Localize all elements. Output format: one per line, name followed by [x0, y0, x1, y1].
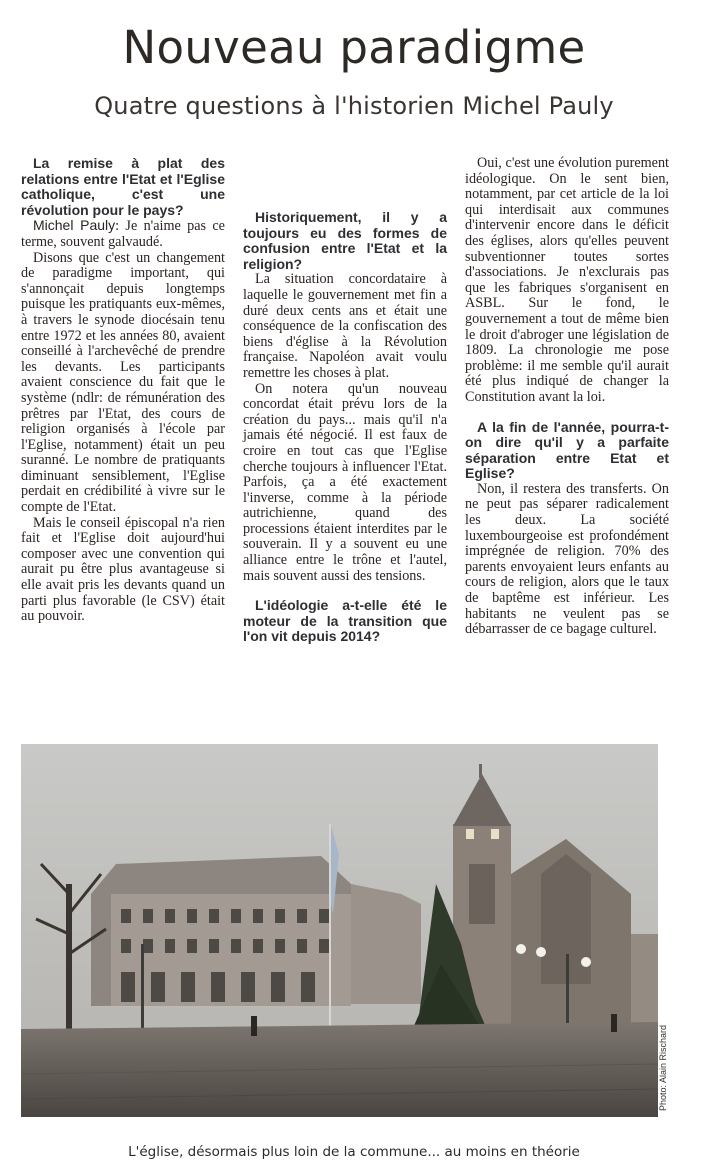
answer-1-paragraph-2: Disons que c'est un changement de paradigme important, qui s'annonçait depuis longtemps puisque les pratiquants eux-mêmes, à travers le synode diocésain tenu entre 1972 et les années 80, avaient conseillé à l'archevêché de prendre les devants. Les participants avaient conscience du fait que le système (ndlr: de rémunération des prêtres par l'Etat, des cours de religion organisés à l'école par l'Eglise, notamment) était un peu suranné. Le nombre de pratiquants diminuant sensiblement, l'Eglise perdait en crédibilité à vivre sur le compte de l'Etat.: [21, 249, 225, 516]
text-column-2: [243, 156, 447, 645]
church-photo: [21, 744, 658, 1117]
question-2: Historiquement, il y a toujours eu des formes de confusion entre l'Etat et la religion?: [243, 209, 447, 272]
question-3: L'idéologie a-t-elle été le moteur de la transition que l'on vit depuis 2014?: [243, 597, 447, 645]
answer-2-paragraph-1: La situation concordataire à laquelle le gouvernement met fin a duré deux cents ans et était une conséquence de la confiscation des biens d'église à la Révolution française. Napoléon avait voulu remettre les choses à plat.: [243, 271, 447, 381]
article-title: Nouveau paradigme: [122, 21, 586, 74]
answer-1-paragraph-3: Mais le conseil épiscopal n'a rien fait et l'Eglise doit aujourd'hui composer avec une convention qui aurait pu être plus avantageuse si elle avait pris les devants quand un parti plus favorable (le CSV) était au pouvoir.: [21, 514, 225, 625]
question-1: La remise à plat des relations entre l'Etat et l'Eglise catholique, c'est une révolution pour le pays?: [21, 155, 225, 218]
answer-speaker: Michel Pauly: [33, 217, 116, 234]
answer-1-paragraph-1: [21, 218, 225, 250]
text-column-3: [465, 156, 669, 638]
question-4: A la fin de l'année, pourra-t-on dire qu'il y a parfaite séparation entre Etat et Eglise?: [465, 418, 669, 482]
photo-caption: L'église, désormais plus loin de la commune... au moins en théorie: [128, 1144, 580, 1160]
answer-1-text: : Je n'aime pas ce terme, souvent galvaudé.: [21, 218, 225, 250]
answer-4-paragraph-1: Non, il restera des transferts. On ne peut pas séparer radicalement les deux. La société luxembourgeoise est profondément imprégnée de religion. 70% des parents envoyaient leurs enfants au cours de religion, alors que le taux de baptême est inférieur. Les habitants ne veulent pas se débarrasser de ce bagage culturel.: [465, 480, 669, 638]
article-subtitle: Quatre questions à l'historien Michel Pauly: [94, 92, 614, 120]
answer-2-paragraph-2: On notera qu'un nouveau concordat était prévu lors de la création du pays... mais qu'il n'a jamais été négocié. Il est faux de croire en tout cas que l'Eglise cherche toujours à influencer l'Etat. Parfois, ça a été exactement l'inverse, comme à la période autrichienne, quand des processions étaient interdites par le souverain. Il y a souvent eu une alliance entre le trône et l'autel, mais souvent aussi des tensions.: [243, 380, 447, 584]
text-column-1: [21, 156, 225, 625]
answer-3-paragraph-1: Oui, c'est une évolution purement idéologique. On le sent bien, notamment, par cet article de la loi qui interdisait aux communes d'intervenir encore dans le déficit des églises, alors qu'elles peuvent subventionner toutes sortes d'associations. Je n'exclurais pas que les fabriques s'organisent en ASBL. Sur le fond, le gouvernement a tout de même bien le droit d'abroger une législation de 1809. La chronologie me pose problème: il me semble qu'il aurait été plus indiqué de changer la Constitution avant la loi.: [465, 155, 669, 405]
photo-credit: Photo: Alain Rischard: [658, 1024, 668, 1112]
